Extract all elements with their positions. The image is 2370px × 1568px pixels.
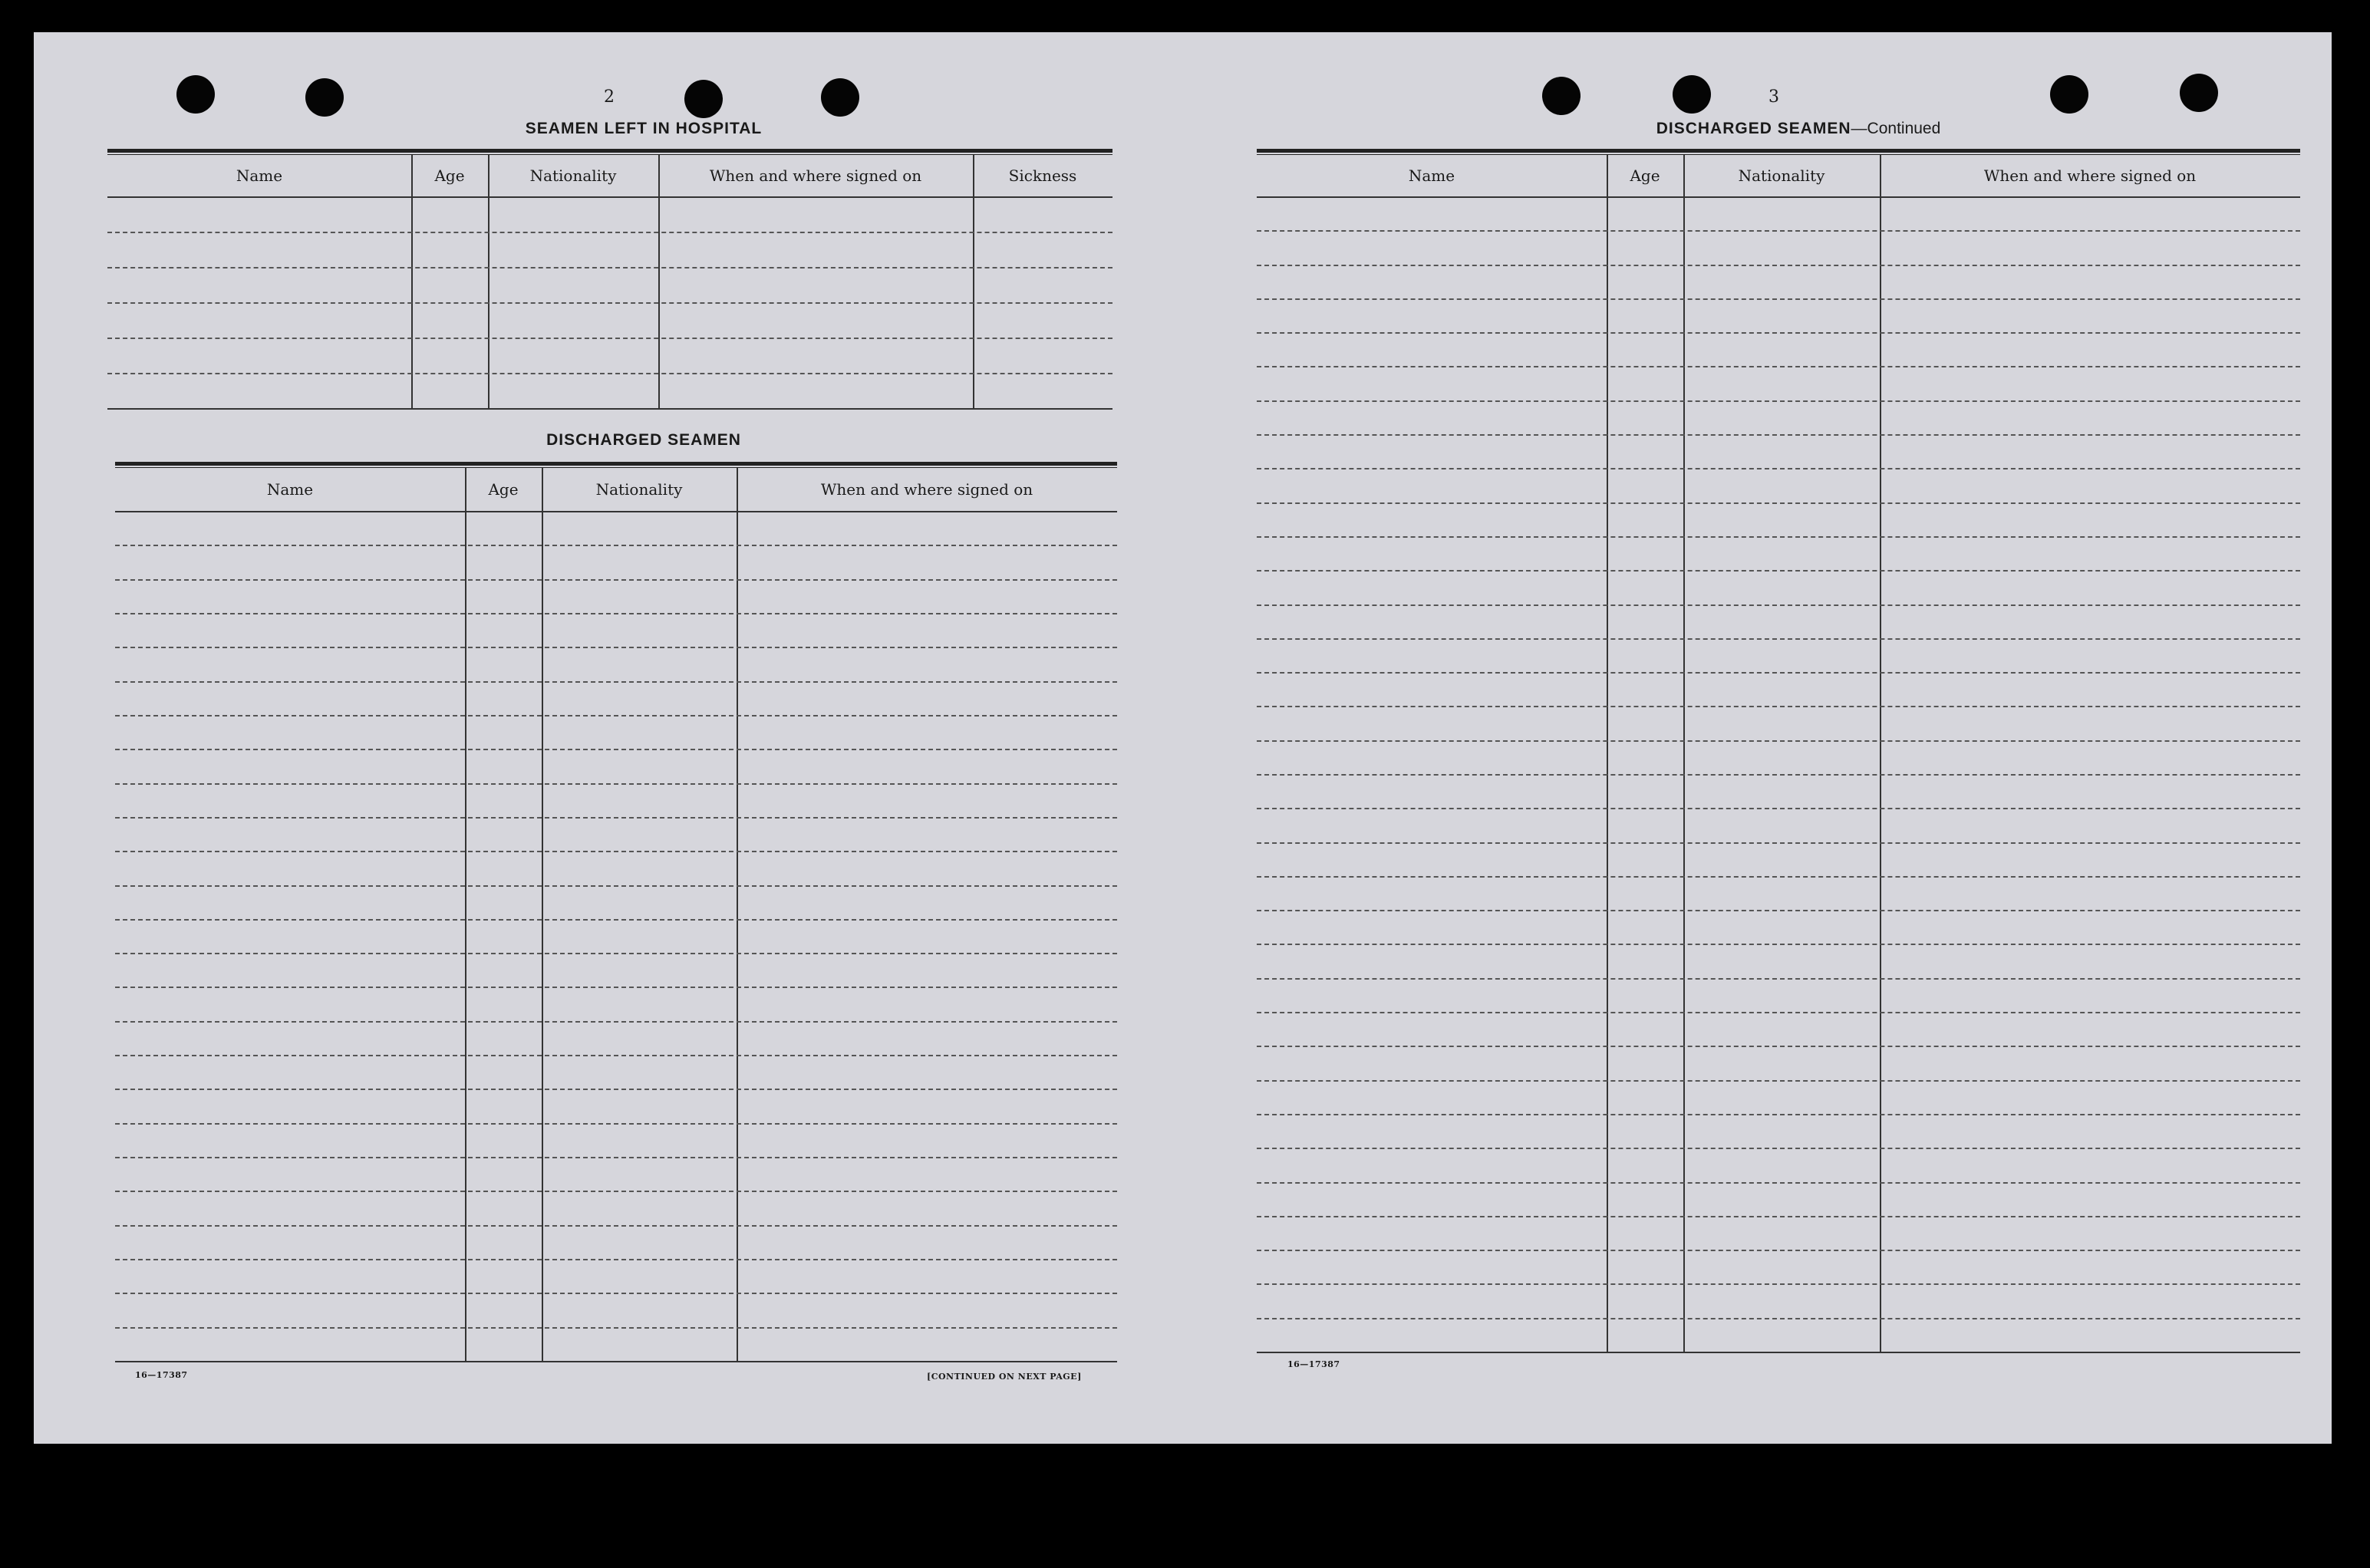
table-row: [1257, 808, 2300, 809]
table-row: [1257, 978, 2300, 980]
table-row: [1257, 536, 2300, 538]
table-row: [1257, 400, 2300, 402]
table-row: [115, 545, 1117, 546]
table-row: [115, 1157, 1117, 1158]
table-row: [1257, 910, 2300, 911]
col-header-name: Name: [266, 480, 314, 499]
punch-hole: [1542, 77, 1581, 115]
col-header-nationality: Nationality: [595, 480, 683, 499]
table-row: [1257, 672, 2300, 674]
table-row: [115, 647, 1117, 648]
table-row: [1257, 842, 2300, 844]
discharged-table: [115, 462, 1117, 1399]
table-row: [115, 1123, 1117, 1125]
punch-hole: [684, 80, 723, 118]
table-row: [1257, 1352, 2300, 1353]
page-number-right: 3: [1768, 87, 1779, 107]
table-row: [1257, 434, 2300, 436]
continued-note: [CONTINUED ON NEXT PAGE]: [927, 1372, 1082, 1382]
table-row: [107, 267, 1112, 268]
table-row: [115, 1225, 1117, 1227]
punch-hole: [176, 75, 215, 114]
table-row: [115, 1259, 1117, 1260]
table-row: [1257, 740, 2300, 742]
table-row: [115, 1021, 1117, 1023]
table-row: [1257, 1012, 2300, 1013]
table-row: [115, 851, 1117, 852]
table-row: [1257, 1148, 2300, 1149]
table-row: [1257, 944, 2300, 945]
table-row: [107, 338, 1112, 339]
table-row: [1257, 230, 2300, 232]
table-row: [1257, 774, 2300, 776]
col-header-nationality: Nationality: [529, 166, 617, 185]
table-row: [115, 715, 1117, 716]
table-row: [1257, 1318, 2300, 1319]
table-row: [107, 302, 1112, 304]
table-row: [1257, 298, 2300, 300]
discharged-section-title: DISCHARGED SEAMEN: [546, 431, 741, 449]
table-row: [1257, 265, 2300, 266]
discharged-continued-table: [1257, 149, 2300, 1385]
table-row: [1257, 1182, 2300, 1184]
table-row: [115, 1089, 1117, 1090]
table-row: [1257, 706, 2300, 707]
form-number-right: 16—17387: [1287, 1359, 1340, 1369]
punch-hole: [2050, 75, 2088, 114]
table-row: [115, 681, 1117, 683]
punch-hole: [821, 78, 859, 117]
table-row: [115, 1361, 1117, 1362]
punch-hole: [305, 78, 344, 117]
table-row: [1257, 1080, 2300, 1082]
table-row: [115, 579, 1117, 581]
table-row: [115, 919, 1117, 921]
table-row: [1257, 604, 2300, 606]
table-row: [115, 1055, 1117, 1056]
document-sheet: [34, 32, 2332, 1444]
table-row: [1257, 366, 2300, 367]
table-row: [1257, 1216, 2300, 1217]
form-number-left: 16—17387: [135, 1370, 188, 1380]
punch-hole: [2180, 74, 2218, 112]
table-row: [115, 987, 1117, 988]
col-header-nationality: Nationality: [1738, 166, 1825, 185]
table-row: [115, 1293, 1117, 1294]
hospital-table: [107, 149, 1112, 408]
table-row: [1257, 1114, 2300, 1115]
table-row: [1257, 876, 2300, 878]
col-header-when-where: When and where signed on: [820, 480, 1033, 499]
right-title-suffix: —Continued: [1851, 120, 1941, 137]
col-header-age: Age: [488, 480, 519, 499]
table-row: [115, 1327, 1117, 1329]
table-row: [107, 373, 1112, 374]
page-number-left: 2: [604, 87, 615, 107]
col-header-age: Age: [1630, 166, 1660, 185]
col-header-name: Name: [1408, 166, 1455, 185]
table-row: [115, 817, 1117, 819]
right-section-title: [1492, 120, 2105, 138]
table-row: [107, 232, 1112, 233]
punch-hole: [1673, 75, 1711, 114]
table-row: [115, 613, 1117, 614]
table-row: [1257, 1250, 2300, 1251]
col-header-when-where: When and where signed on: [1983, 166, 2197, 185]
table-row: [1257, 638, 2300, 640]
table-row: [115, 1191, 1117, 1192]
table-row: [115, 749, 1117, 750]
hospital-section-title: SEAMEN LEFT IN HOSPITAL: [525, 120, 763, 137]
table-row: [1257, 332, 2300, 334]
table-row: [115, 953, 1117, 954]
col-header-age: Age: [434, 166, 465, 185]
table-row: [115, 885, 1117, 887]
right-title-main: DISCHARGED SEAMEN: [1656, 120, 1851, 137]
col-header-sickness: Sickness: [1008, 166, 1077, 185]
col-header-when-where: When and where signed on: [709, 166, 922, 185]
table-row: [107, 408, 1112, 410]
col-header-name: Name: [236, 166, 283, 185]
table-row: [1257, 468, 2300, 469]
table-row: [1257, 502, 2300, 504]
table-row: [115, 783, 1117, 785]
table-row: [1257, 570, 2300, 572]
table-row: [1257, 1283, 2300, 1285]
table-row: [1257, 1046, 2300, 1047]
